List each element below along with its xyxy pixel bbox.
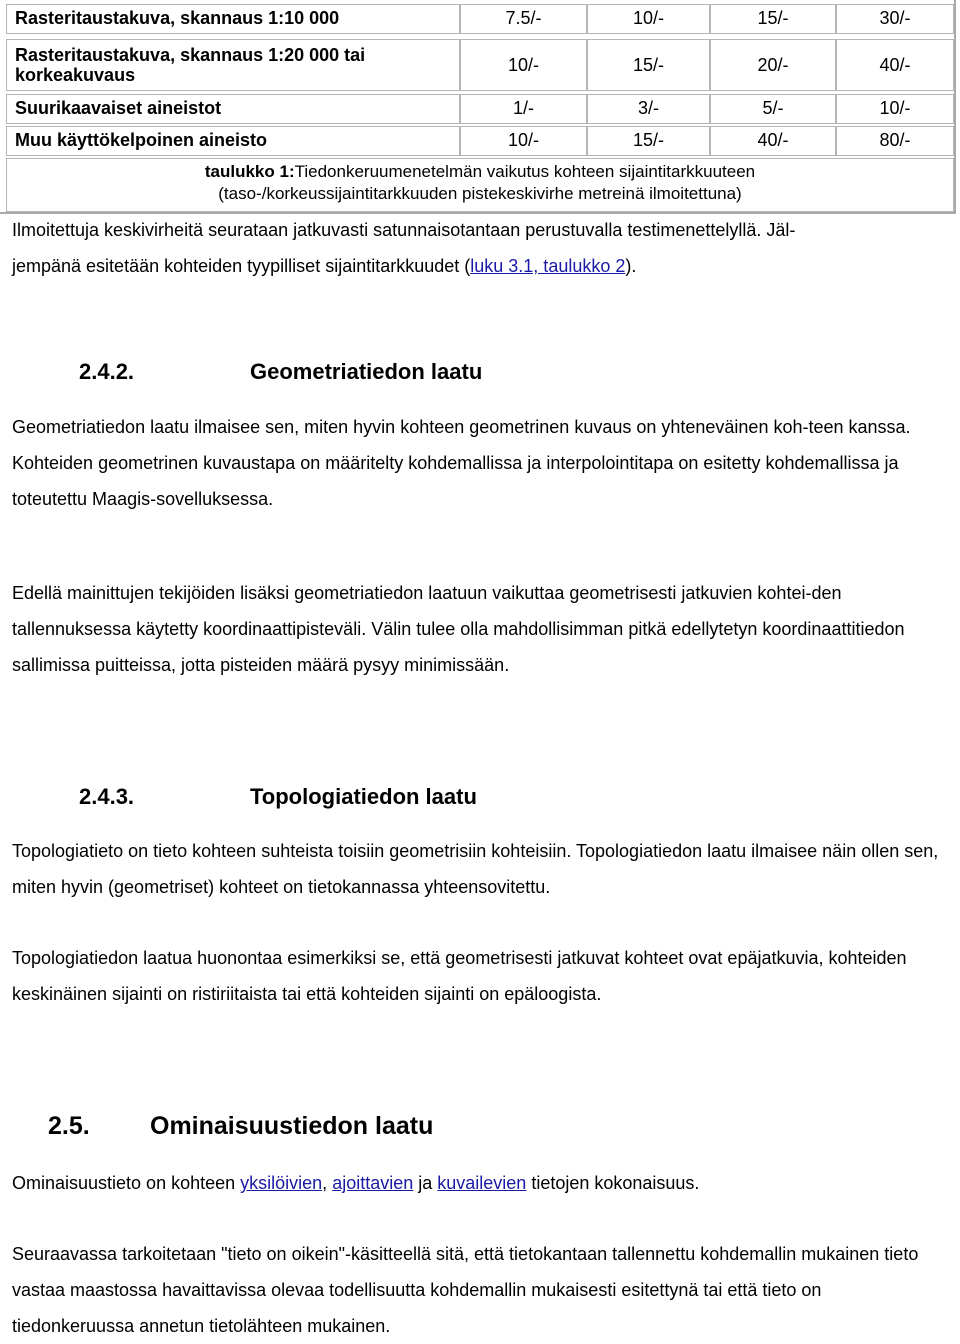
section-number: 2.5. — [48, 1112, 90, 1140]
table-cell: 1/- — [460, 94, 587, 124]
table-row — [0, 39, 958, 91]
paragraph: Topologiatieto on tieto kohteen suhteista toisiin geometrisiin kohteisiin. Topologiatiedon laatu ilmaisee näin ollen sen, miten hyvin (geometriset) kohteet on tietokannassa yhteensovitettu. — [12, 841, 939, 897]
intro-text-end: ). — [625, 256, 637, 276]
paragraph: Seuraavassa tarkoitetaan "tieto on oikein"-käsitteellä sitä, että tietokantaan tallennettu kohdemallin mukainen tieto vastaa maastossa havaittavissa olevaa todellisuutta kohdemallin mukaisesti esitettynä tai että tieto on tiedonkeruussa annetun tietolähteen mukainen. — [12, 1244, 919, 1336]
section-title: Ominaisuustiedon laatu — [150, 1112, 434, 1140]
section-title: Geometriatiedon laatu — [250, 359, 483, 384]
table-caption — [6, 158, 954, 212]
para-text-end: tietojen kokonaisuus. — [526, 1173, 700, 1193]
table-cell: 20/- — [710, 39, 836, 91]
paragraph — [12, 1165, 947, 1201]
row-label: Rasteritaustakuva, skannaus 1:10 000 — [6, 4, 460, 34]
caption-text-line2: (taso-/korkeussijaintitarkkuuden pistekeskivirhe metreinä ilmoitettuna) — [218, 184, 742, 203]
table-row — [0, 94, 958, 124]
section-number: 2.4.3. — [79, 784, 135, 809]
table-row — [0, 126, 958, 156]
table-cell: 40/- — [836, 39, 954, 91]
paragraph: Geometriatiedon laatu ilmaisee sen, miten hyvin kohteen geometrinen kuvaus on yhteneväinen koh-teen kanssa. Kohteiden geometrinen kuvaustapa on määritelty kohdemallissa ja interpolointitapa on esitetty kohdemallissa ja toteutettu Maagis-sovelluksessa. — [12, 417, 911, 509]
table-cell: 7.5/- — [460, 4, 587, 34]
table-cell: 15/- — [587, 126, 710, 156]
row-label: Suurikaavaiset aineistot — [6, 94, 460, 124]
caption-text: Tiedonkeruumenetelmän vaikutus kohteen sijaintitarkkuuteen — [294, 162, 756, 181]
row-label: Rasteritaustakuva, skannaus 1:20 000 tai korkeakuvaus — [6, 39, 460, 91]
table-cell: 10/- — [460, 126, 587, 156]
table-cell: 40/- — [710, 126, 836, 156]
table-cell: 30/- — [836, 4, 954, 34]
caption-label: taulukko 1: — [204, 162, 295, 181]
separator-text: , — [322, 1173, 333, 1193]
intro-text: jempänä esitetään kohteiden tyypilliset sijaintitarkkuudet ( — [12, 256, 471, 276]
section-number: 2.4.2. — [79, 359, 135, 384]
table-cell: 15/- — [710, 4, 836, 34]
paragraph: Topologiatiedon laatua huonontaa esimerkiksi se, että geometrisesti jatkuvat kohteet ovat epäjatkuvia, kohteiden keskinäinen sijainti on ristiriitaista tai että kohteiden sijainti on epäloogista. — [12, 948, 907, 1004]
table-cell: 5/- — [710, 94, 836, 124]
table-cell: 10/- — [836, 94, 954, 124]
accuracy-table — [0, 0, 956, 214]
table-cell: 10/- — [587, 4, 710, 34]
table-cell: 10/- — [460, 39, 587, 91]
intro-paragraph — [12, 212, 947, 284]
separator-text: ja — [413, 1173, 438, 1193]
table-cell: 3/- — [587, 94, 710, 124]
paragraph: Edellä mainittujen tekijöiden lisäksi geometriatiedon laatuun vaikuttaa geometrisesti jatkuvien kohtei-den tallennuksessa käytetty koordinaattipisteväli. Välin tulee olla mahdollisimman pitkä edellytetyn koordinaattitiedon sallimissa puitteissa, jotta pisteiden määrä pysyy minimissään. — [12, 583, 905, 675]
row-label: Muu käyttökelpoinen aineisto — [6, 126, 460, 156]
section-title: Topologiatiedon laatu — [250, 784, 477, 809]
para-text: Ominaisuustieto on kohteen — [12, 1173, 241, 1193]
descriptive-link[interactable]: kuvailevien — [437, 1173, 527, 1193]
intro-line: Ilmoitettuja keskivirheitä seurataan jatkuvasti satunnaisotantaan perustuvalla testimenettelyllä. Jäl- — [12, 220, 796, 240]
table-cell: 80/- — [836, 126, 954, 156]
temporal-link[interactable]: ajoittavien — [332, 1173, 414, 1193]
table-cell: 15/- — [587, 39, 710, 91]
table-reference-link[interactable]: luku 3.1, taulukko 2 — [470, 256, 626, 276]
table-row — [0, 4, 958, 34]
identifying-link[interactable]: yksilöivien — [240, 1173, 323, 1193]
